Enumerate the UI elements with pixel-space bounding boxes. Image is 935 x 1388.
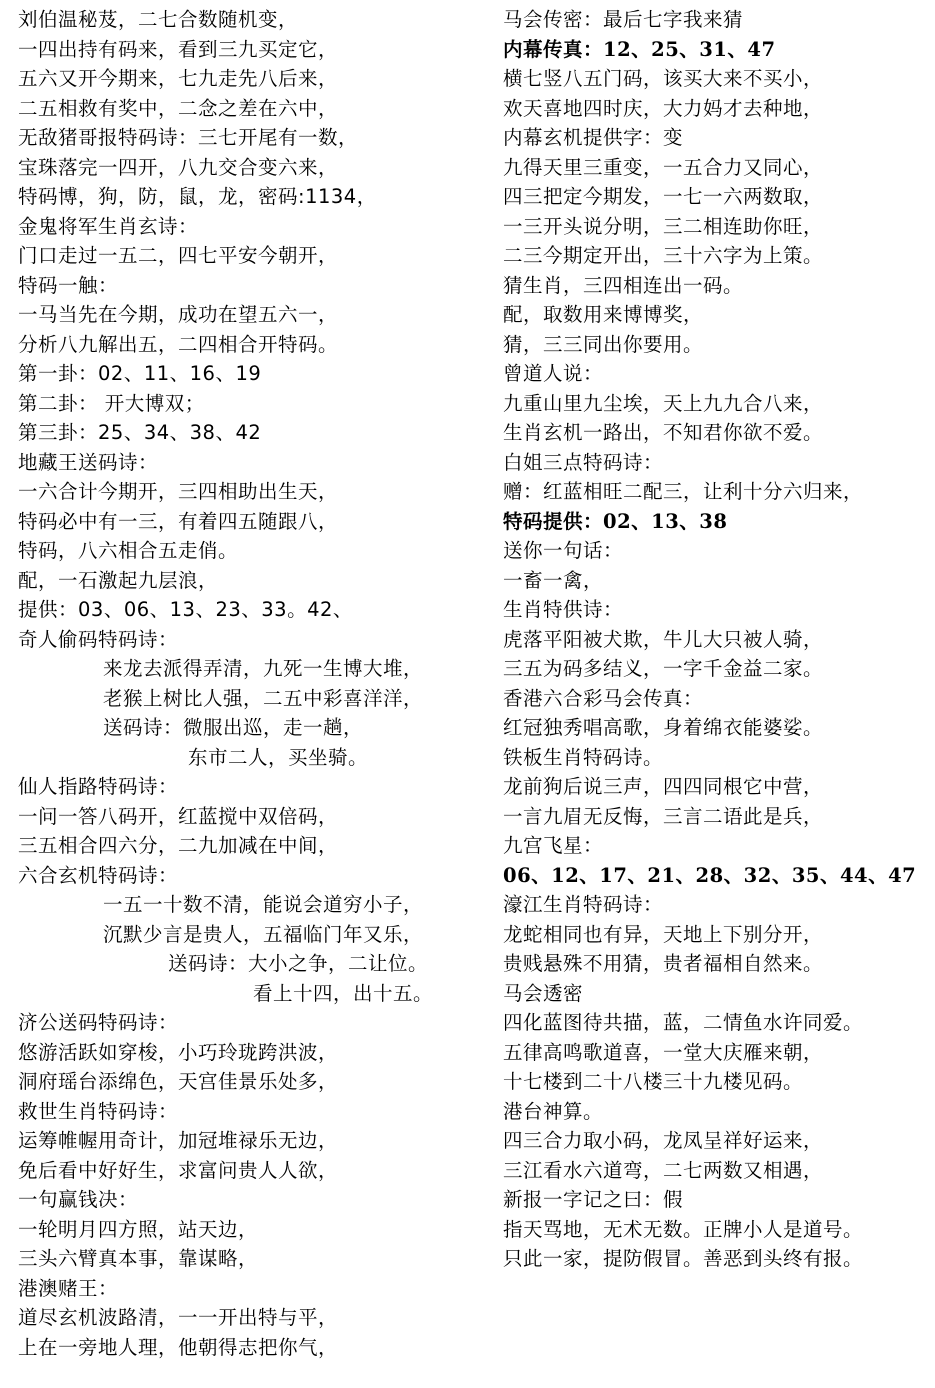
- right-text-line: 赠：红蓝相旺二配三，让利十分六归来，: [503, 480, 864, 503]
- left-text-line: 上在一旁地人理，他朝得志把你气，: [18, 1335, 339, 1359]
- left-text-line: 分析八九解出五，二四相合开特码。: [18, 332, 339, 356]
- left-text-line: 三五相合四六分，二九加减在中间，: [18, 834, 339, 857]
- left-text-line: 二五相救有奖中，二念之差在六中，: [18, 96, 339, 120]
- left-text-line: 六合玄机特码诗：: [18, 863, 179, 887]
- left-text-line: 来龙去派得弄清，九死一生博大堆，: [103, 657, 424, 680]
- left-text-line: 特码一触：: [18, 273, 119, 297]
- left-text-line: 运筹帷幄用奇计，加冠堆禄乐无边，: [18, 1129, 339, 1152]
- right-text-line: 五律高鸣歌道喜，一堂大庆雁来朝，: [503, 1040, 824, 1064]
- right-text-line: 曾道人说：: [503, 362, 604, 385]
- right-text-line: 配，取数用来博博奖，: [503, 303, 704, 326]
- left-text-line: 刘伯温秘芨，二七合数随机变，: [18, 8, 299, 31]
- right-text-line: 四三合力取小码，龙凤呈祥好运来，: [503, 1129, 824, 1152]
- left-text-line: 一轮明月四方照，站天边，: [18, 1217, 259, 1241]
- right-text-line: 四三把定今期发，一七一六两数取，: [503, 185, 824, 208]
- right-text-line: 马会传密：最后七字我来猜: [503, 8, 744, 31]
- left-text-line: 金鬼将军生肖玄诗：: [18, 214, 199, 238]
- right-text-line: 贵贱悬殊不用猜，贵者福相自然来。: [503, 952, 824, 975]
- right-text-line: 欢天喜地四时庆，大力妈才去种地，: [503, 96, 824, 120]
- right-text-line: 猜生肖，三四相连出一码。: [503, 273, 744, 297]
- left-text-line: 三头六臂真本事，靠谋略，: [18, 1247, 259, 1270]
- left-text-line: 送码诗：微服出巡，走一趟，: [103, 716, 364, 739]
- left-text-line: 门口走过一五二，四七平安今朝开，: [18, 244, 339, 267]
- right-text-line: 一言九眉无反悔，三言二语此是兵，: [503, 804, 824, 828]
- right-text-line: 生肖特供诗：: [503, 598, 624, 621]
- left-text-line: 济公送码特码诗：: [18, 1011, 179, 1034]
- right-text-line: 白姐三点特码诗：: [503, 450, 664, 474]
- left-text-line: 一六合计今期开，三四相助出生天，: [18, 480, 339, 503]
- left-text-line: 一问一答八码开，红蓝搅中双倍码，: [18, 804, 339, 828]
- right-text-line: 四化蓝图待共描，蓝，二情鱼水许同爱。: [503, 1011, 864, 1034]
- left-text-line: 洞府瑶台添绵色，天宫佳景乐处多，: [18, 1070, 339, 1093]
- left-text-line: 一句赢钱决：: [18, 1188, 139, 1211]
- right-text-line: 九宫飞星：: [503, 834, 604, 857]
- left-text-line: 第一卦：02、11、16、19: [18, 362, 262, 385]
- right-text-line: 06、12、17、21、28、32、35、44、47: [503, 863, 917, 887]
- right-text-line: 一畜一禽，: [503, 568, 604, 592]
- left-text-line: 道尽玄机波路清，一一开出特与平，: [18, 1306, 339, 1329]
- right-text-line: 三江看水六道弯，二七两数又相遇，: [503, 1158, 824, 1182]
- left-text-line: 一四出持有码来，看到三九买定它，: [18, 37, 339, 61]
- right-text-line: 只此一家，提防假冒。善恶到头终有报。: [503, 1247, 864, 1270]
- left-text-line: 送码诗：大小之争，二让位。: [168, 952, 429, 975]
- left-text-line: 地藏王送码诗：: [18, 450, 159, 474]
- left-text-line: 一五一十数不清，能说会道穷小子，: [103, 893, 424, 916]
- right-text-line: 港台神算。: [503, 1099, 604, 1123]
- left-text-line: 一马当先在今期，成功在望五六一，: [18, 303, 339, 326]
- left-text-line: 特码必中有一三，有着四五随跟八，: [18, 509, 339, 533]
- right-text-line: 濠江生肖特码诗：: [503, 893, 664, 916]
- right-text-line: 虎落平阳被犬欺，牛儿大只被人骑，: [503, 627, 824, 651]
- left-text-line: 特码，八六相合五走俏。: [18, 539, 239, 562]
- right-text-line: 横七竖八五门码，该买大来不买小，: [503, 67, 824, 90]
- right-text-line: 九重山里九尘埃，天上九九合八来，: [503, 391, 824, 415]
- right-text-line: 龙蛇相同也有异，天地上下别分开，: [503, 922, 824, 946]
- left-text-line: 第三卦：25、34、38、42: [18, 421, 262, 444]
- left-text-line: 看上十四，出十五。: [253, 981, 434, 1005]
- left-text-line: 奇人偷码特码诗：: [18, 627, 179, 651]
- right-text-line: 特码提供：02、13、38: [503, 509, 728, 533]
- left-text-line: 特码博，狗，防，鼠，龙，密码:1134，: [18, 185, 377, 208]
- left-text-line: 港澳赌王：: [18, 1276, 119, 1300]
- right-text-line: 九得天里三重变，一五合力又同心，: [503, 155, 824, 179]
- right-text-line: 新报一字记之曰：假: [503, 1188, 684, 1211]
- right-text-line: 香港六合彩马会传真：: [503, 686, 704, 710]
- right-text-line: 十七楼到二十八楼三十九楼见码。: [503, 1070, 804, 1093]
- right-text-line: 猜，三三同出你要用。: [503, 332, 704, 356]
- right-text-line: 龙前狗后说三声，四四同根它中营，: [503, 775, 824, 798]
- left-text-line: 救世生肖特码诗：: [18, 1099, 179, 1123]
- right-text-line: 指天骂地，无术无数。正牌小人是道号。: [503, 1217, 864, 1241]
- left-text-line: 沉默少言是贵人，五福临门年又乐，: [103, 922, 424, 946]
- left-text-line: 宝珠落完一四开，八九交合变六来，: [18, 155, 339, 179]
- left-text-line: 悠游活跃如穿梭，小巧玲珑跨洪波，: [18, 1040, 339, 1064]
- left-text-line: 老猴上树比人强，二五中彩喜洋洋，: [103, 686, 424, 710]
- right-column: [503, 5, 933, 1274]
- right-text-line: 马会透密: [503, 981, 584, 1005]
- left-text-line: 东市二人，买坐骑。: [188, 745, 369, 769]
- left-text-line: 仙人指路特码诗：: [18, 775, 179, 798]
- left-text-line: 五六又开今期来，七九走先八后来，: [18, 67, 339, 90]
- right-text-line: 二三今期定开出，三十六字为上策。: [503, 244, 824, 267]
- left-text-line: 第二卦： 开大博双；: [18, 391, 205, 415]
- left-column: [18, 5, 488, 1362]
- right-text-line: 一三开头说分明，三二相连助你旺，: [503, 214, 824, 238]
- right-text-line: 铁板生肖特码诗。: [503, 745, 664, 769]
- left-text-line: 提供：03、06、13、23、33。42、: [18, 598, 353, 621]
- right-text-line: 内幕传真：12、25、31、47: [503, 37, 776, 61]
- left-text-line: 免后看中好好生，求富问贵人人欲，: [18, 1158, 339, 1182]
- right-text-line: 三五为码多结义，一字千金益二家。: [503, 657, 824, 680]
- left-text-line: 无敌猪哥报特码诗：三七开尾有一数，: [18, 126, 359, 149]
- right-text-line: 内幕玄机提供字：变: [503, 126, 684, 149]
- right-text-line: 送你一句话：: [503, 539, 624, 562]
- right-text-line: 生肖玄机一路出，不知君你欲不爱。: [503, 421, 824, 444]
- right-text-line: 红冠独秀唱高歌，身着绵衣能婆娑。: [503, 716, 824, 739]
- left-text-line: 配，一石激起九层浪，: [18, 568, 219, 592]
